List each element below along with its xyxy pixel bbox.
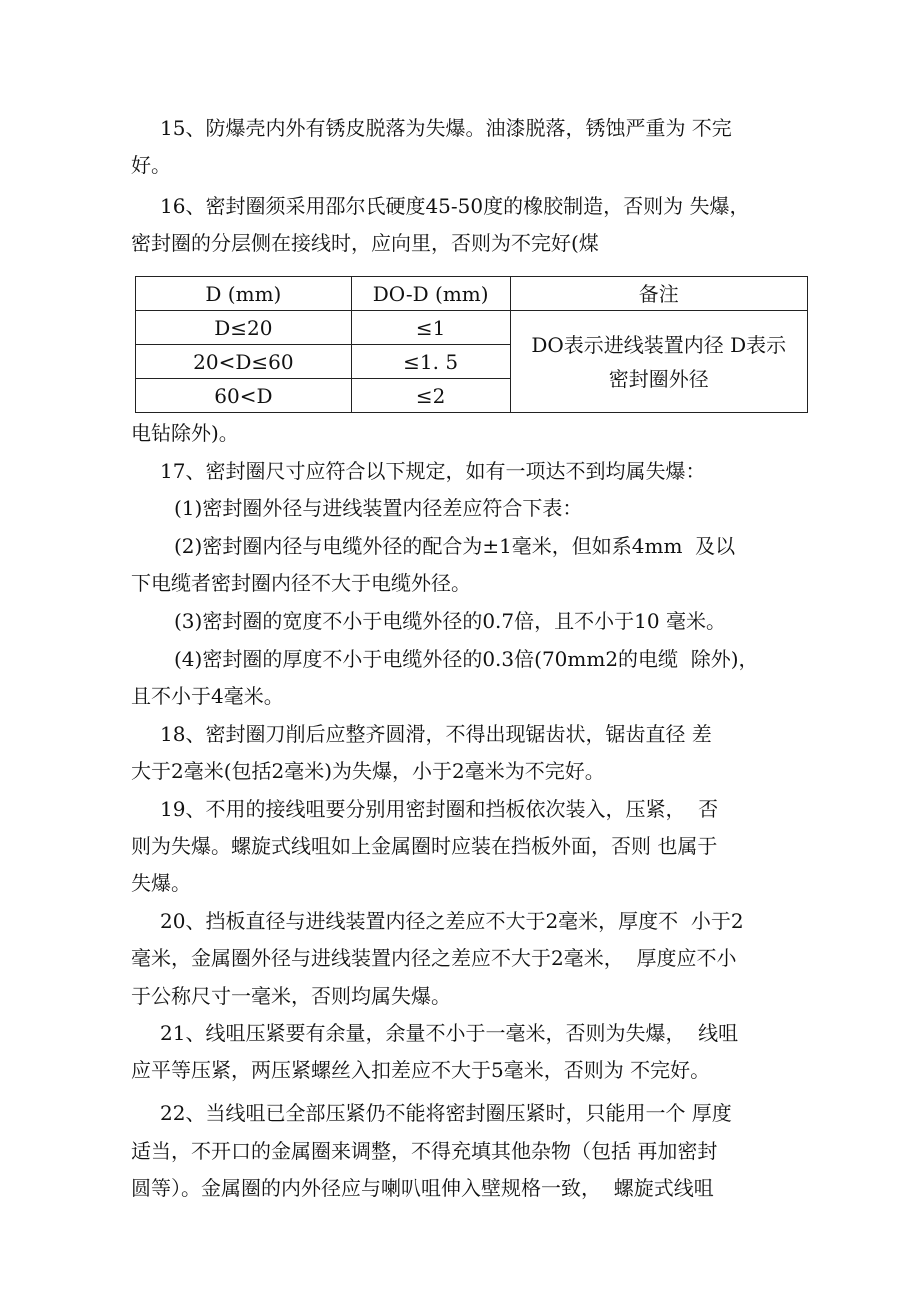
paragraph-20-line-2: 毫米，金属圈外径与进线装置内径之差应不大于2毫米， 厚度应不小 [131, 946, 737, 970]
paragraph-17-item-4-line-2: 且不小于4毫米。 [131, 684, 284, 708]
table-cell-d: 20<D≤60 [136, 345, 352, 379]
paragraph-15-line-2: 好。 [131, 153, 171, 177]
seal-ring-tolerance-table [135, 276, 808, 413]
table-header-do-d: DO-D (mm) [351, 277, 510, 311]
paragraph-22-line-3: 圆等）。金属圈的内外径应与喇叭咀伸入壁规格一致， 螺旋式线咀 [131, 1176, 714, 1200]
table-header-note: 备注 [510, 277, 807, 311]
paragraph-17-item-2-line-2: 下电缆者密封圈内径不大于电缆外径。 [131, 571, 471, 595]
paragraph-16-line-2: 密封圈的分层侧在接线时，应向里，否则为不完好(煤 [131, 231, 599, 255]
paragraph-17-item-1: (1)密封圈外径与进线装置内径差应符合下表： [174, 496, 583, 520]
paragraph-16-line-3: 电钻除外)。 [131, 421, 239, 445]
table-row [136, 311, 808, 345]
paragraph-18-line-2: 大于2毫米(包括2毫米)为失爆，小于2毫米为不完好。 [131, 759, 605, 783]
table-note-line-2: 密封圈外径 [608, 366, 709, 391]
paragraph-17-item-3: (3)密封圈的宽度不小于电缆外径的0.7倍，且不小于10 毫米。 [174, 609, 726, 633]
paragraph-19-line-3: 失爆。 [131, 871, 191, 895]
paragraph-19-line-2: 则为失爆。螺旋式线咀如上金属圈时应装在挡板外面，否则 也属于 [131, 834, 718, 858]
table-note-line-1: DO表示进线装置内径 D表示 [531, 332, 787, 357]
paragraph-21-line-2: 应平等压紧，两压紧螺丝入扣差应不大于5毫米，否则为 不完好。 [131, 1058, 711, 1082]
paragraph-17-item-4-line-1: (4)密封圈的厚度不小于电缆外径的0.3倍(70mm2的电缆 除外)， [174, 647, 759, 671]
table-cell-note [510, 311, 807, 413]
paragraph-17-line-1: 17、密封圈尺寸应符合以下规定，如有一项达不到均属失爆： [160, 459, 706, 483]
table-cell-d: D≤20 [136, 311, 352, 345]
paragraph-16-line-1: 16、密封圈须采用邵尔氏硬度45-50度的橡胶制造，否则为 失爆， [160, 194, 750, 218]
table-header-d: D (mm) [136, 277, 352, 311]
table-cell-do-d: ≤1 [351, 311, 510, 345]
table-header-row [136, 277, 808, 311]
paragraph-15-line-1: 15、防爆壳内外有锈皮脱落为失爆。油漆脱落，锈蚀严重为 不完 [160, 116, 732, 140]
table-cell-do-d: ≤1. 5 [351, 345, 510, 379]
paragraph-20-line-3: 于公称尺寸一毫米，否则均属失爆。 [131, 984, 451, 1008]
table-cell-do-d: ≤2 [351, 379, 510, 413]
paragraph-22-line-2: 适当，不开口的金属圈来调整，不得充填其他杂物（包括 再加密封 [131, 1139, 718, 1163]
paragraph-19-line-1: 19、不用的接线咀要分别用密封圈和挡板依次装入，压紧， 否 [160, 797, 719, 821]
table-cell-d: 60<D [136, 379, 352, 413]
paragraph-18-line-1: 18、密封圈刀削后应整齐圆滑，不得出现锯齿状，锯齿直径 差 [160, 722, 712, 746]
paragraph-21-line-1: 21、线咀压紧要有余量，余量不小于一毫米，否则为失爆， 线咀 [160, 1021, 739, 1045]
paragraph-22-line-1: 22、当线咀已全部压紧仍不能将密封圈压紧时，只能用一个 厚度 [160, 1101, 732, 1125]
paragraph-20-line-1: 20、挡板直径与进线装置内径之差应不大于2毫米，厚度不 小于2 [160, 909, 744, 933]
paragraph-17-item-2-line-1: (2)密封圈内径与电缆外径的配合为±1毫米，但如系4mm 及以 [174, 534, 736, 558]
